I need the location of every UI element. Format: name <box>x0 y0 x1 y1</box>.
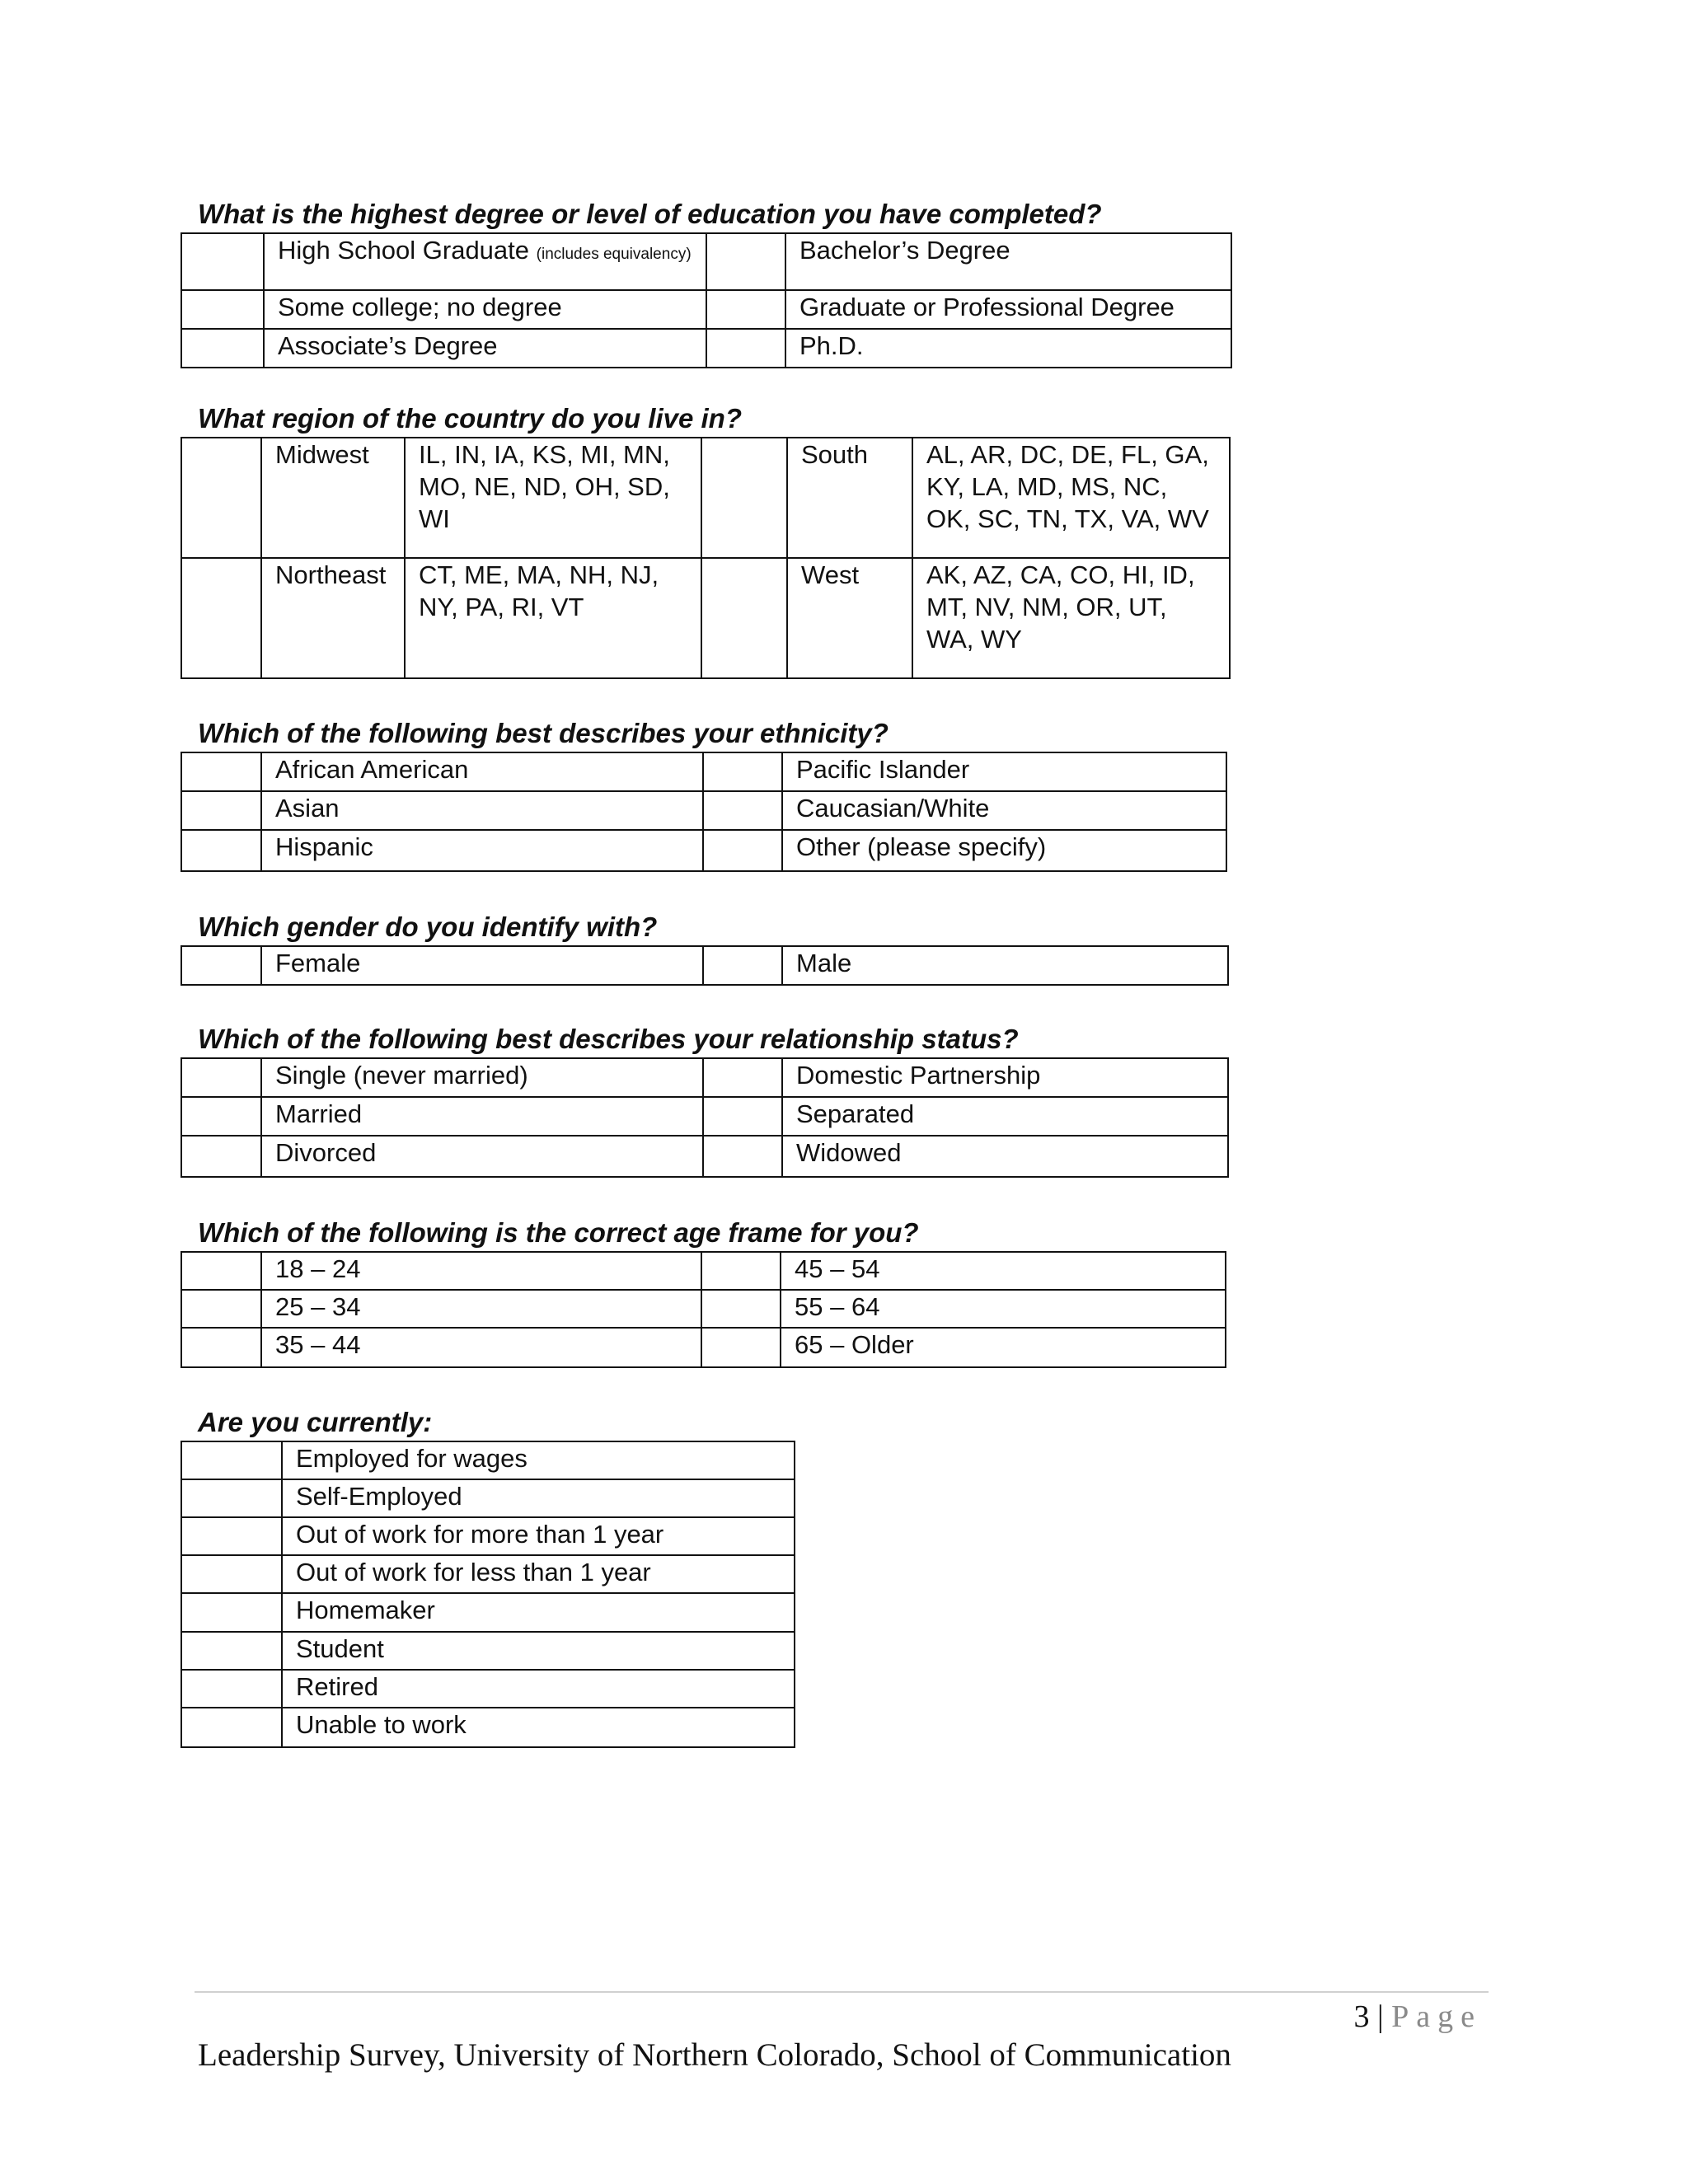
option-label: 55 – 64 <box>781 1290 1226 1328</box>
table-row <box>181 558 1230 678</box>
answer-checkbox[interactable] <box>706 290 785 329</box>
option-label: Pacific Islander <box>782 752 1226 791</box>
table-row <box>181 1670 795 1708</box>
option-label: 65 – Older <box>781 1328 1226 1367</box>
option-label: Homemaker <box>282 1593 795 1632</box>
answer-checkbox[interactable] <box>701 558 787 678</box>
table-row <box>181 1593 795 1632</box>
answer-checkbox[interactable] <box>181 1328 261 1367</box>
answer-checkbox[interactable] <box>181 558 261 678</box>
employment-table <box>181 1441 795 1748</box>
answer-checkbox[interactable] <box>181 946 261 985</box>
page-word: Page <box>1391 1999 1482 2034</box>
answer-checkbox[interactable] <box>706 329 785 368</box>
option-label: Hispanic <box>261 830 703 871</box>
footer-divider <box>195 1991 1489 1993</box>
page-number-separator: | <box>1377 1999 1384 2034</box>
answer-checkbox[interactable] <box>181 290 264 329</box>
relationship-table <box>181 1057 1229 1178</box>
region-states: IL, IN, IA, KS, MI, MN, MO, NE, ND, OH, SD, WI <box>405 438 701 558</box>
table-row <box>181 830 1226 871</box>
option-label: Male <box>782 946 1228 985</box>
answer-checkbox[interactable] <box>181 1555 282 1593</box>
table-row <box>181 752 1226 791</box>
age-question: Which of the following is the correct age frame for you? <box>198 1217 919 1248</box>
option-label: Domestic Partnership <box>782 1058 1228 1097</box>
gender-question: Which gender do you identify with? <box>198 912 658 942</box>
option-label: Married <box>261 1097 703 1136</box>
option-label: 45 – 54 <box>781 1252 1226 1290</box>
answer-checkbox[interactable] <box>181 438 261 558</box>
table-row <box>181 329 1231 368</box>
education-question: What is the highest degree or level of education you have completed? <box>198 199 1102 229</box>
option-label: Ph.D. <box>785 329 1231 368</box>
region-name: Midwest <box>261 438 405 558</box>
option-label: Retired <box>282 1670 795 1708</box>
option-label: Associate’s Degree <box>264 329 706 368</box>
table-row <box>181 1555 795 1593</box>
option-label: High School Graduate <box>278 236 530 265</box>
table-row <box>181 1058 1228 1097</box>
region-question: What region of the country do you live in? <box>198 403 742 434</box>
answer-checkbox[interactable] <box>181 1290 261 1328</box>
table-row <box>181 1632 795 1670</box>
page-number <box>1354 1998 1482 2036</box>
gender-table <box>181 945 1229 986</box>
education-table <box>181 232 1232 368</box>
option-label: Widowed <box>782 1136 1228 1177</box>
table-row <box>181 1097 1228 1136</box>
answer-checkbox[interactable] <box>181 1517 282 1555</box>
answer-checkbox[interactable] <box>703 830 782 871</box>
answer-checkbox[interactable] <box>181 233 264 290</box>
option-label: 25 – 34 <box>261 1290 701 1328</box>
answer-checkbox[interactable] <box>181 329 264 368</box>
region-name: South <box>787 438 912 558</box>
table-row <box>181 1708 795 1747</box>
option-label: 18 – 24 <box>261 1252 701 1290</box>
option-label: Some college; no degree <box>264 290 706 329</box>
option-label: Student <box>282 1632 795 1670</box>
answer-checkbox[interactable] <box>181 791 261 830</box>
option-label: 35 – 44 <box>261 1328 701 1367</box>
option-cell <box>264 233 706 290</box>
answer-checkbox[interactable] <box>706 233 785 290</box>
table-row <box>181 1136 1228 1177</box>
answer-checkbox[interactable] <box>181 1593 282 1632</box>
region-states: AL, AR, DC, DE, FL, GA, KY, LA, MD, MS, NC, OK, SC, TN, TX, VA, WV <box>912 438 1230 558</box>
answer-checkbox[interactable] <box>701 1290 781 1328</box>
answer-checkbox[interactable] <box>181 1632 282 1670</box>
answer-checkbox[interactable] <box>703 1058 782 1097</box>
option-label: Other (please specify) <box>782 830 1226 871</box>
region-name: West <box>787 558 912 678</box>
answer-checkbox[interactable] <box>181 1479 282 1517</box>
table-row <box>181 290 1231 329</box>
region-name: Northeast <box>261 558 405 678</box>
table-row <box>181 438 1230 558</box>
age-table <box>181 1251 1226 1368</box>
ethnicity-table <box>181 752 1227 872</box>
region-table <box>181 437 1231 679</box>
answer-checkbox[interactable] <box>181 1058 261 1097</box>
employment-question: Are you currently: <box>198 1407 433 1437</box>
option-label: Bachelor’s Degree <box>785 233 1231 290</box>
option-label: Out of work for less than 1 year <box>282 1555 795 1593</box>
option-label: Unable to work <box>282 1708 795 1747</box>
table-row <box>181 1441 795 1479</box>
answer-checkbox[interactable] <box>181 1136 261 1177</box>
option-label: Graduate or Professional Degree <box>785 290 1231 329</box>
table-row <box>181 1290 1226 1328</box>
ethnicity-question: Which of the following best describes your ethnicity? <box>198 718 889 748</box>
option-note: (includes equivalency) <box>536 246 692 263</box>
answer-checkbox[interactable] <box>701 438 787 558</box>
answer-checkbox[interactable] <box>181 1441 282 1479</box>
table-row <box>181 791 1226 830</box>
answer-checkbox[interactable] <box>703 1136 782 1177</box>
answer-checkbox[interactable] <box>181 1670 282 1708</box>
option-label: Single (never married) <box>261 1058 703 1097</box>
answer-checkbox[interactable] <box>181 1252 261 1290</box>
table-row <box>181 1328 1226 1367</box>
answer-checkbox[interactable] <box>703 946 782 985</box>
table-row <box>181 1479 795 1517</box>
region-states: AK, AZ, CA, CO, HI, ID, MT, NV, NM, OR, UT, WA, WY <box>912 558 1230 678</box>
relationship-question: Which of the following best describes your relationship status? <box>198 1024 1019 1054</box>
option-label: Asian <box>261 791 703 830</box>
table-row <box>181 1517 795 1555</box>
option-label: Self-Employed <box>282 1479 795 1517</box>
table-row <box>181 946 1228 985</box>
answer-checkbox[interactable] <box>181 752 261 791</box>
answer-checkbox[interactable] <box>181 1708 282 1747</box>
option-label: Divorced <box>261 1136 703 1177</box>
table-row <box>181 233 1231 290</box>
answer-checkbox[interactable] <box>181 1097 261 1136</box>
answer-checkbox[interactable] <box>701 1252 781 1290</box>
region-states: CT, ME, MA, NH, NJ, NY, PA, RI, VT <box>405 558 701 678</box>
option-label: Caucasian/White <box>782 791 1226 830</box>
footer-text: Leadership Survey, University of Northern Colorado, School of Communication <box>198 2037 1231 2073</box>
answer-checkbox[interactable] <box>703 791 782 830</box>
answer-checkbox[interactable] <box>703 752 782 791</box>
option-label: Employed for wages <box>282 1441 795 1479</box>
page-number-value: 3 <box>1353 1999 1370 2034</box>
answer-checkbox[interactable] <box>181 830 261 871</box>
answer-checkbox[interactable] <box>703 1097 782 1136</box>
option-label: Female <box>261 946 703 985</box>
option-label: African American <box>261 752 703 791</box>
option-label: Separated <box>782 1097 1228 1136</box>
answer-checkbox[interactable] <box>701 1328 781 1367</box>
option-label: Out of work for more than 1 year <box>282 1517 795 1555</box>
table-row <box>181 1252 1226 1290</box>
